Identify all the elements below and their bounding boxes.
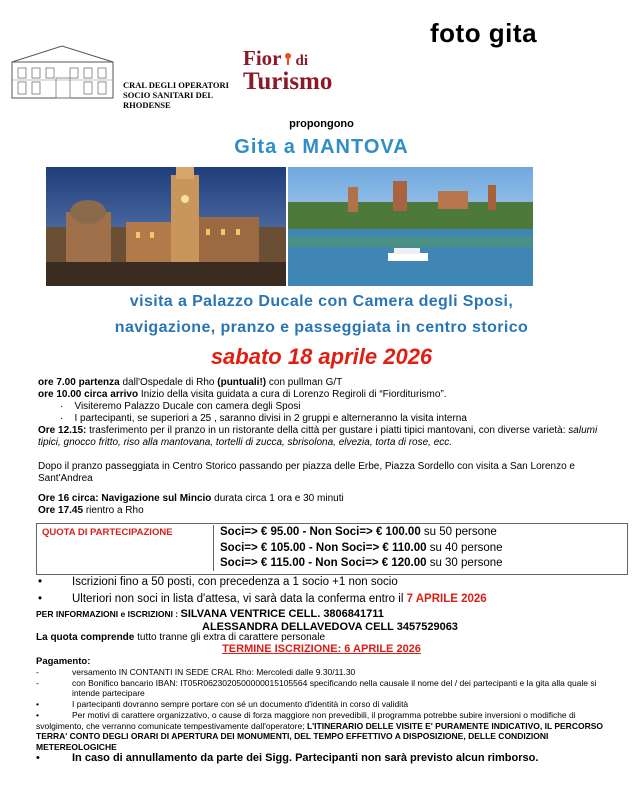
schedule-arrival xyxy=(38,389,618,401)
subtitle-line-2: navigazione, pranzo e passeggiata in centro storico xyxy=(114,319,529,336)
payment-bullet: • xyxy=(36,699,39,709)
payment-bullet: • xyxy=(36,710,39,720)
photo-label: foto gita xyxy=(430,18,538,48)
cral-line: RHODENSE xyxy=(123,100,171,110)
confirmation-date: 7 APRILE 2026 xyxy=(406,593,487,605)
departure-bus: con pullman G/T xyxy=(266,377,343,388)
quota-includes-label: La quota comprende xyxy=(36,632,135,643)
propongono-text: propongono xyxy=(289,118,354,130)
navigation-time: Ore 16 circa: Navigazione sul Mincio xyxy=(38,493,212,504)
logo-word-fiori: Fior xyxy=(243,46,282,70)
schedule-visit-item: · Visiteremo Palazzo Ducale con camera degli Sposi xyxy=(60,401,301,412)
schedule-departure xyxy=(38,377,618,389)
cancellation-note: In caso di annullamento da parte dei Sigg. Partecipanti non sarà previsto alcun rimborso. xyxy=(72,752,539,764)
quota-row xyxy=(220,557,503,569)
quota-includes xyxy=(36,632,325,643)
contact-silvana: SILVANA VENTRICE CELL. 3806841711 xyxy=(180,608,384,620)
quota-label: QUOTA DI PARTECIPAZIONE xyxy=(38,525,214,571)
quota-group-size: su 50 persone xyxy=(420,526,497,538)
return-text: rientro a Rho xyxy=(83,505,144,516)
departure-time: ore 7.00 partenza xyxy=(38,377,120,388)
waitlist-text: Ulteriori non soci in lista d'attesa, vi sarà data la conferma entro il xyxy=(72,593,407,605)
schedule-walk: Dopo il pranzo passeggiata in Centro Storico passando per piazza delle Erbe, Piazza Sordello con visita a San Lorenzo e Sant'Andrea xyxy=(38,461,575,484)
quota-row xyxy=(220,526,497,538)
payment-cash: versamento IN CONTANTI IN SEDE CRAL Rho: Mercoledi dalle 9.30/11.30 xyxy=(72,667,356,677)
mantova-piazza-photo xyxy=(46,167,286,286)
quota-includes-text: tutto tranne gli extra di carattere personale xyxy=(134,632,326,643)
departure-text: dall'Ospedale di Rho xyxy=(119,377,218,388)
quota-price: Soci=> € 95.00 - Non Soci=> € 100.00 xyxy=(220,526,421,538)
arrival-time: ore 10.00 circa arrivo xyxy=(38,389,139,400)
contact-alessandra: ALESSANDRA DELLAVEDOVA CELL 3457529063 xyxy=(202,621,458,633)
logo-word-turismo: Turismo xyxy=(243,68,333,95)
visit-item-text: I partecipanti, se superiori a 25 , saranno divisi in 2 gruppi e alterneranno la visita interna xyxy=(74,413,467,424)
schedule-return xyxy=(38,505,618,517)
info-line xyxy=(36,608,384,620)
visit-item-text: Visiteremo Palazzo Ducale con camera degli Sposi xyxy=(74,401,301,412)
quota-group-size: su 40 persone xyxy=(426,542,503,554)
payment-bullet: • xyxy=(36,752,40,764)
lunch-menu: salumi tipici, gnocco fritto, riso alla mantovana, tortelli di zucca, sbrisolona, elvezia, torta di rose, ecc. xyxy=(38,425,598,448)
disclaimer-bold: L'ITINERARIO DELLE VISITE E' PURAMENTE INDICATIVO, IL PERCORSO TERRA' CONTO DEGLI ORARI DI APERTURA DEI MONUMENTI, DEL TEMPO EFFETTIVO A DISPOSIZIONE, DELLE CONDIZIONI METEREOLOGICHE xyxy=(36,720,603,752)
payment-bullet: - xyxy=(36,678,39,688)
payment-transfer: con Bonifico bancario IBAN: IT05R0623020500000015105564 specificando nella causale il nome del / dei partecipanti e la gita alla quale si intende partecipare xyxy=(72,678,597,698)
enrollment-waitlist xyxy=(72,593,487,605)
return-time: Ore 17.45 xyxy=(38,505,84,516)
id-document-note: I partecipanti dovranno sempre portare con sé un documento d'identità in corso di validità xyxy=(72,699,409,709)
enrollment-bullet: • xyxy=(38,593,43,605)
departure-note: (puntuali!) xyxy=(217,377,267,388)
quota-row xyxy=(220,542,503,554)
enrollment-bullet: • xyxy=(38,576,43,588)
fiori-di-turismo-logo xyxy=(243,48,332,93)
flower-icon xyxy=(282,52,294,66)
cral-line: CRAL DEGLI OPERATORI xyxy=(123,80,229,90)
info-label: PER INFORMAZIONI e ISCRIZIONI : xyxy=(36,609,181,619)
itinerary-disclaimer xyxy=(36,710,621,752)
subtitle-line-1: visita a Palazzo Ducale con Camera degli Sposi, xyxy=(129,293,514,310)
schedule-navigation xyxy=(38,493,618,505)
quota-price: Soci=> € 115.00 - Non Soci=> € 120.00 xyxy=(220,557,427,569)
payment-bullet: - xyxy=(36,667,39,677)
payment-title: Pagamento: xyxy=(36,656,91,667)
mantova-lake-photo xyxy=(288,167,533,286)
schedule-visit-item: · I partecipanti, se superiori a 25 , saranno divisi in 2 gruppi e alterneranno la visita interna xyxy=(60,413,467,424)
schedule-block xyxy=(38,377,618,517)
disclaimer-text: Per motivi di carattere organizzativo, o cause di forza maggiore non prevedibili, il programma potrebbe subire inversioni o modifiche di svolgimento, che verranno comunicate tempestivamente dall'operatore; xyxy=(36,710,576,731)
logo-word-di: di xyxy=(295,53,308,69)
trip-title: Gita a MANTOVA xyxy=(234,136,409,158)
enrollment-limit: Iscrizioni fino a 50 posti, con precedenza a 1 socio +1 non socio xyxy=(72,576,398,588)
quota-price: Soci=> € 105.00 - Non Soci=> € 110.00 xyxy=(220,542,427,554)
trip-date: sabato 18 aprile 2026 xyxy=(210,344,433,369)
navigation-text: durata circa 1 ora e 30 minuti xyxy=(211,493,344,504)
lunch-time: Ore 12.15: xyxy=(38,425,87,436)
quota-group-size: su 30 persone xyxy=(426,557,503,569)
cral-building-logo xyxy=(10,42,115,100)
enrollment-deadline: TERMINE ISCRIZIONE: 6 APRILE 2026 xyxy=(222,643,421,655)
arrival-text: Inizio della visita guidata a cura di Lorenzo Regiroli di “Fiorditurismo”. xyxy=(138,389,447,400)
cral-name xyxy=(123,80,229,110)
cral-line: SOCIO SANITARI DEL xyxy=(123,90,214,100)
schedule-lunch xyxy=(38,425,618,449)
lunch-text: trasferimento per il pranzo in un ristorante della città per gustare i piatti tipici mantovani, con diverse varietà: xyxy=(86,425,569,436)
